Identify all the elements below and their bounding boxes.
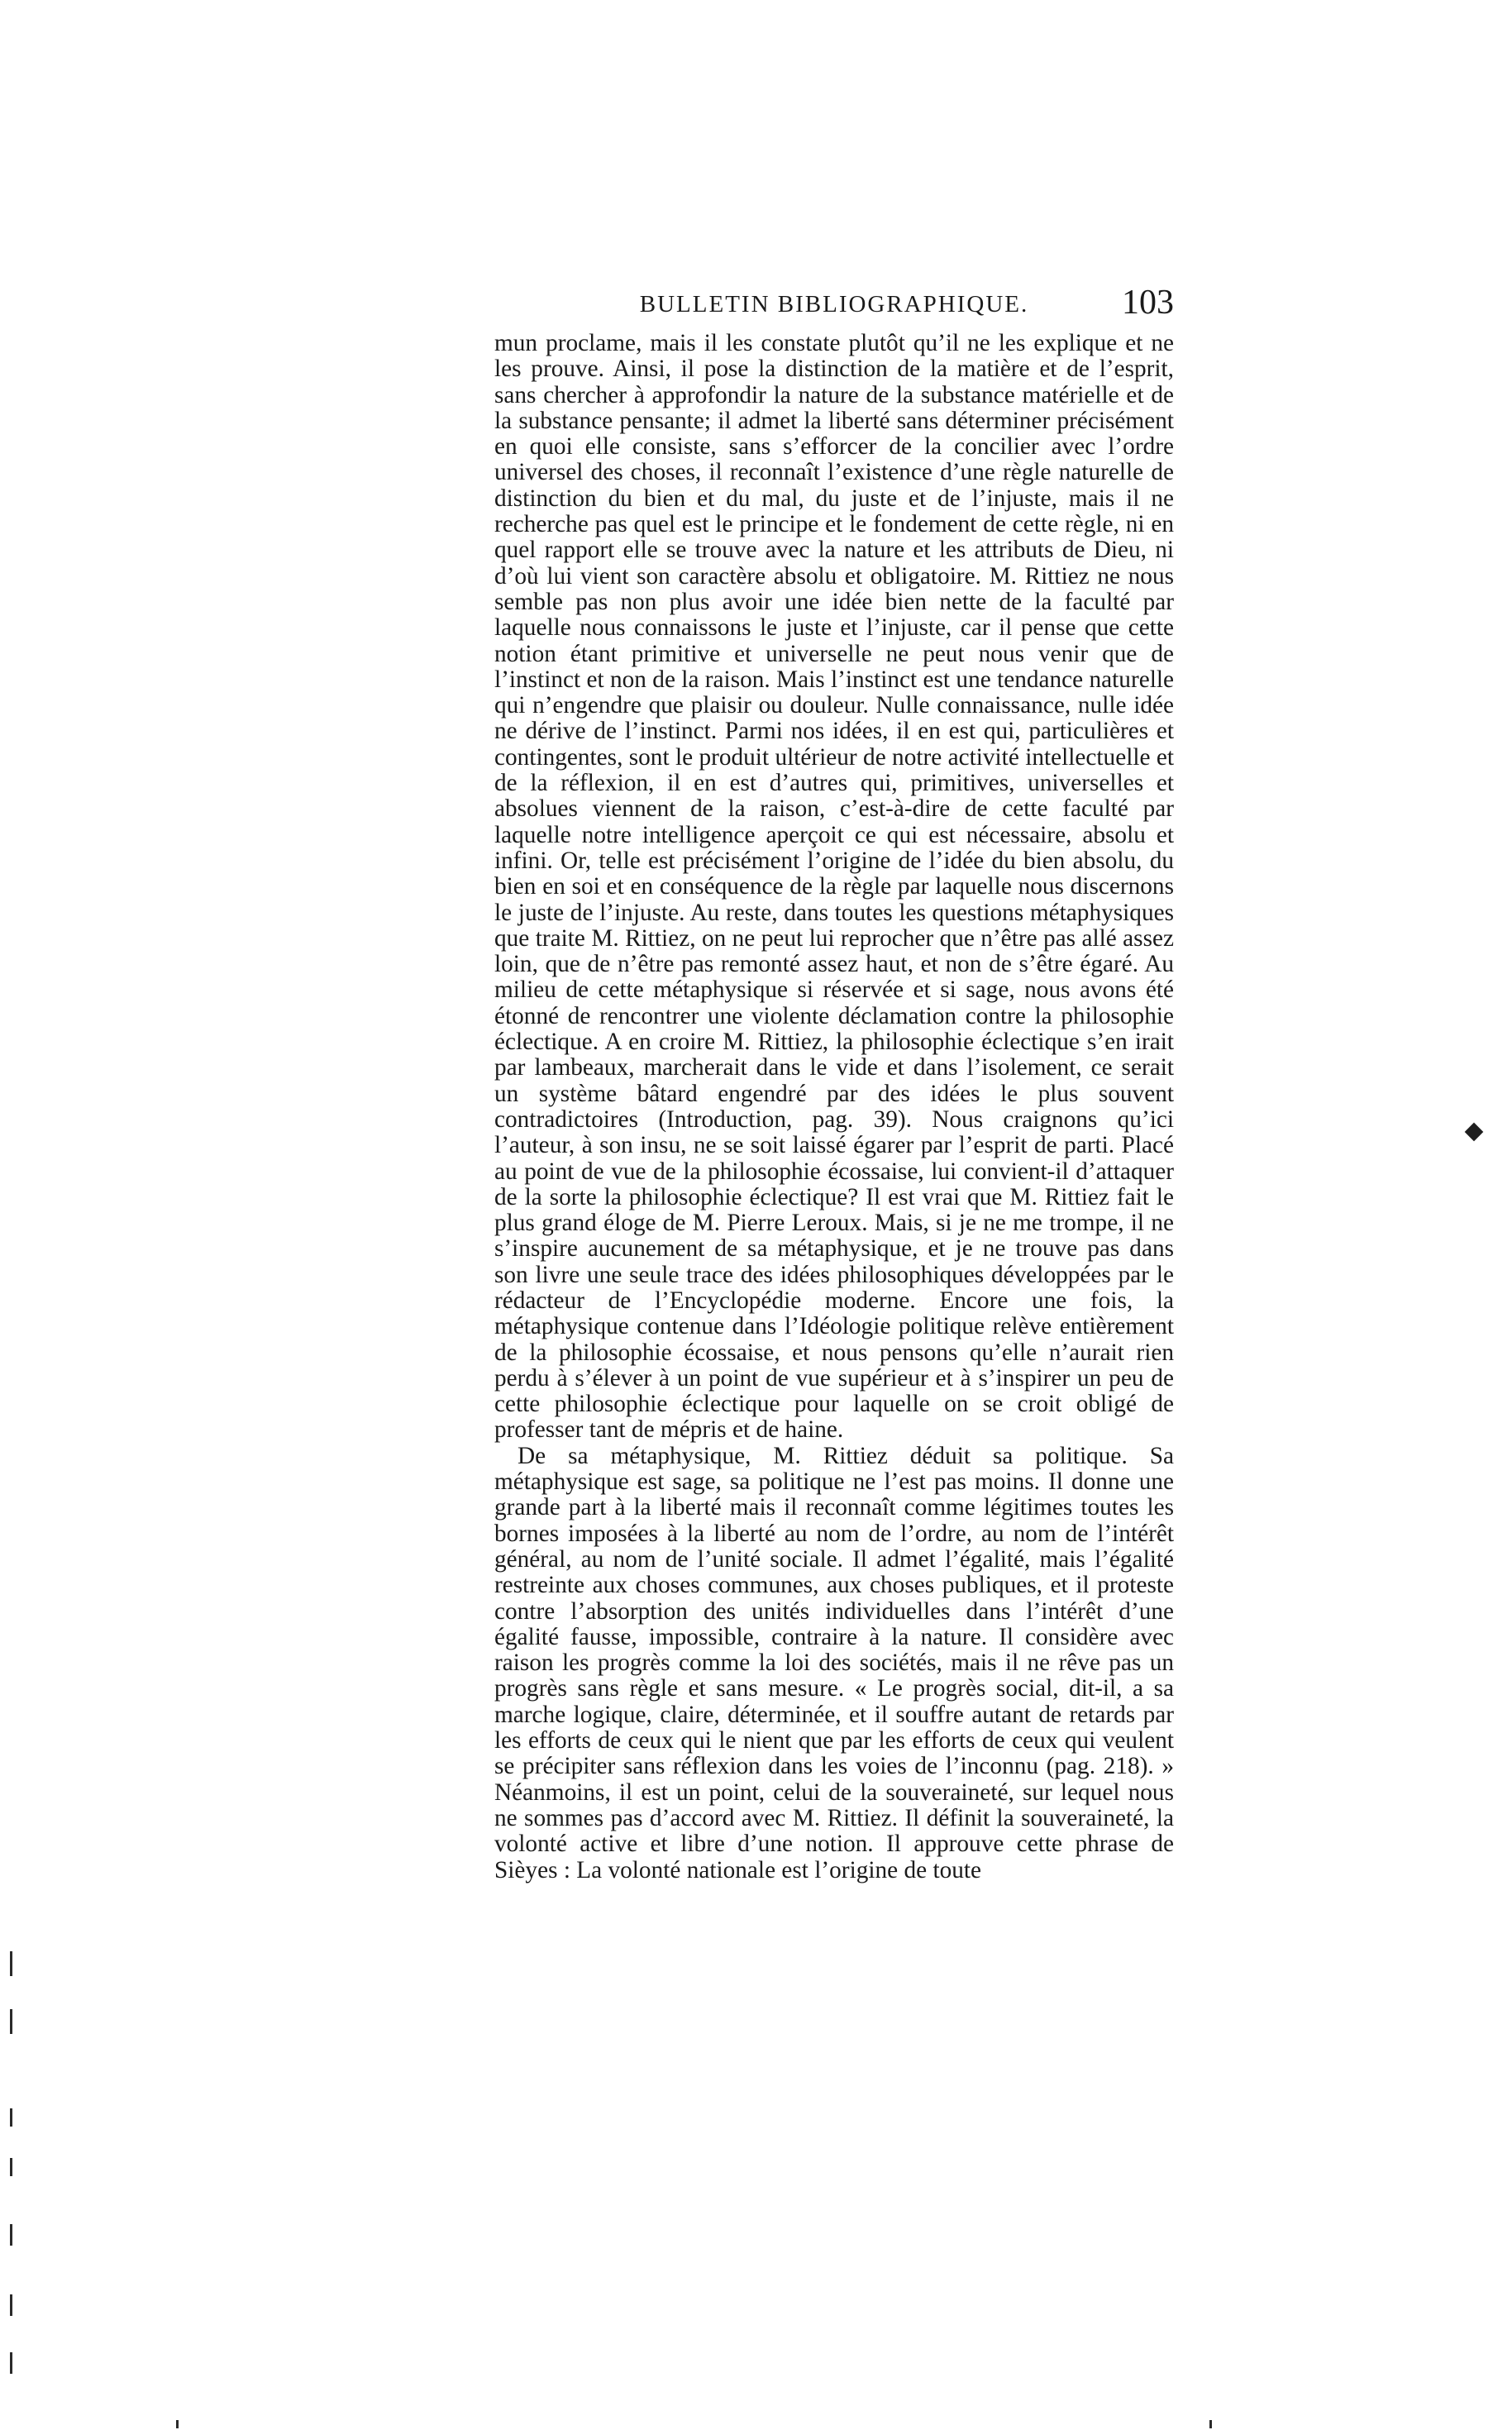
- body-text: [494, 331, 1174, 1883]
- scan-artifact-mark: [10, 1951, 12, 1976]
- scan-artifact-mark: [176, 2420, 179, 2428]
- margin-ink-mark: [1465, 1123, 1484, 1142]
- scan-artifact-mark: [10, 2294, 12, 2316]
- scan-artifact-mark: [10, 2352, 12, 2374]
- scan-artifact-mark: [10, 2158, 12, 2176]
- page-header: [494, 283, 1174, 324]
- paragraph-1: mun proclame, mais il les constate plutôt qu’il ne les explique et ne les prouve. Ainsi, il pose la distinction de la matière et de l’esprit, sans chercher à approfondir la nature de la substance matérielle et de la substance pensante; il admet la liberté sans déterminer précisément en quoi elle consiste, sans s’efforcer de la concilier avec l’ordre universel des choses, il reconnaît l’existence d’une règle naturelle de distinction du bien et du mal, du juste et de l’injuste, mais il ne recherche pas quel est le principe et le fondement de cette règle, ni en quel rapport elle se trouve avec la nature et les attributs de Dieu, ni d’où lui vient son caractère absolu et obligatoire. M. Rittiez ne nous semble pas non plus avoir une idée bien nette de la faculté par laquelle nous connaissons le juste et l’injuste, car il pense que cette notion étant primitive et universelle ne peut nous venir que de l’instinct et non de la raison. Mais l’instinct est une tendance naturelle qui n’engendre que plaisir ou douleur. Nulle connaissance, nulle idée ne dérive de l’instinct. Parmi nos idées, il en est qui, particulières et contingentes, sont le produit ultérieur de notre activité intellectuelle et de la réflexion, il en est d’autres qui, primitives, universelles et absolues viennent de la raison, c’est-à-dire de cette faculté par laquelle notre intelligence aperçoit ce qui est nécessaire, absolu et infini. Or, telle est précisément l’origine de l’idée du bien absolu, du bien en soi et en conséquence de la règle par laquelle nous discernons le juste de l’injuste. Au reste, dans toutes les questions métaphysiques que traite M. Rittiez, on ne peut lui reprocher que n’être pas allé assez loin, que de n’être pas remonté assez haut, et non de s’être égaré. Au milieu de cette métaphysique si réservée et si sage, nous avons été étonné de rencontrer une violente déclamation contre la philosophie éclectique. A en croire M. Rittiez, la philosophie éclectique s’en irait par lambeaux, marcherait dans le vide et dans l’isolement, ce serait un système bâtard engendré par des idées le plus souvent contradictoires (Introduction, pag. 39). Nous craignons qu’ici l’auteur, à son insu, ne se soit laissé égarer par l’esprit de parti. Placé au point de vue de la philosophie écossaise, lui convient-il d’attaquer de la sorte la philosophie éclectique? Il est vrai que M. Rittiez fait le plus grand éloge de M. Pierre Leroux. Mais, si je ne me trompe, il ne s’inspire aucunement de sa métaphysique, et je ne trouve pas dans son livre une seule trace des idées philosophiques développées par le rédacteur de l’Encyclopédie moderne. Encore une fois, la métaphysique contenue dans l’Idéologie politique relève entièrement de la philosophie écossaise, et nous pensons qu’elle n’aurait rien perdu à s’élever à un point de vue supérieur et à s’inspirer un peu de cette philosophie éclectique pour laquelle on se croit obligé de professer tant de mépris et de haine.: [494, 330, 1174, 1444]
- scan-artifact-mark: [1209, 2420, 1212, 2428]
- scan-artifact-mark: [10, 2224, 12, 2246]
- running-head: BULLETIN BIBLIOGRAPHIQUE.: [639, 291, 1029, 317]
- scan-artifact-mark: [10, 2009, 12, 2034]
- paragraph-2: De sa métaphysique, M. Rittiez déduit sa politique. Sa métaphysique est sage, sa politique ne l’est pas moins. Il donne une grande part à la liberté mais il reconnaît comme légitimes toutes les bornes imposées à la liberté au nom de l’ordre, au nom de l’intérêt général, au nom de l’unité sociale. Il admet l’égalité, mais l’égalité restreinte aux choses communes, aux choses publiques, et il proteste contre l’absorption des unités individuelles dans l’intérêt d’une égalité fausse, impossible, contraire à la nature. Il considère avec raison les progrès comme la loi des sociétés, mais il ne rêve pas un progrès sans règle et sans mesure. « Le progrès social, dit-il, a sa marche logique, claire, déterminée, et il souffre autant de retards par les efforts de ceux qui le nient que par les efforts de ceux qui veulent se précipiter sans réflexion dans les voies de l’inconnu (pag. 218). » Néanmoins, il est un point, celui de la souveraineté, sur lequel nous ne sommes pas d’accord avec M. Rittiez. Il définit la souveraineté, la volonté active et libre d’une notion. Il approuve cette phrase de Sièyes : La volonté nationale est l’origine de toute: [494, 1442, 1174, 1883]
- page-number: 103: [1122, 284, 1174, 322]
- scan-artifact-mark: [10, 2108, 12, 2127]
